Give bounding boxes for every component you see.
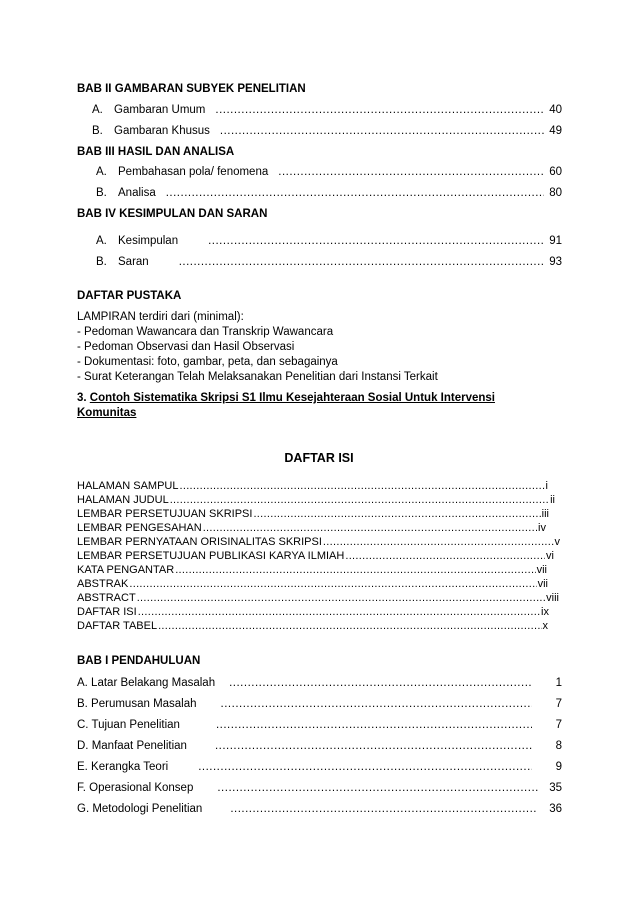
bab2-title: BAB II GAMBARAN SUBYEK PENELITIAN (77, 83, 306, 95)
toc-entry (92, 104, 562, 116)
toc-front-label: HALAMAN JUDUL (77, 494, 169, 506)
toc-entry-page: 80 (549, 187, 562, 199)
daftar-pustaka-heading: DAFTAR PUSTAKA (77, 290, 182, 302)
toc-front-label: LEMBAR PENGESAHAN (77, 522, 202, 534)
leader-dots (175, 564, 535, 576)
toc-front-entry (77, 494, 555, 506)
leader-dots (345, 550, 545, 562)
toc-front-label: LEMBAR PERSETUJUAN PUBLIKASI KARYA ILMIAH (77, 550, 345, 562)
toc-entry-page: 8 (555, 740, 562, 752)
toc-front-page: viii (546, 592, 559, 604)
leader-dots (179, 480, 544, 492)
bab3-title: BAB III HASIL DAN ANALISA (77, 146, 235, 158)
leader-dots (220, 125, 544, 137)
leader-dots (230, 803, 538, 815)
leader-dots (323, 536, 554, 548)
leader-dots (129, 578, 536, 590)
toc-entry-label: Analisa (118, 187, 156, 199)
toc-entry-letter: A. (92, 104, 103, 116)
daftar-isi-heading: DAFTAR ISI (284, 451, 354, 465)
toc-front-page: v (554, 536, 560, 548)
lampiran-item: - Pedoman Wawancara dan Transkrip Wawancara (77, 326, 334, 338)
toc-entry-letter: B. (96, 256, 107, 268)
toc-front-label: LEMBAR PERSETUJUAN SKRIPSI (77, 508, 253, 520)
toc-front-entry (77, 508, 549, 520)
toc-entry-page: 91 (549, 235, 562, 247)
toc-front-entry (77, 550, 554, 562)
leader-dots (215, 740, 532, 752)
toc-front-page: ii (550, 494, 555, 506)
toc-front-label: DAFTAR TABEL (77, 620, 158, 632)
toc-front-entry (77, 522, 546, 534)
toc-entry (77, 719, 562, 731)
toc-entry-page: 36 (549, 803, 562, 815)
lampiran-item: - Pedoman Observasi dan Hasil Observasi (77, 341, 295, 353)
toc-entry-page: 1 (555, 677, 562, 689)
lampiran-item: - Surat Keterangan Telah Melaksanakan Penelitian dari Instansi Terkait (77, 371, 438, 383)
toc-entry (96, 166, 562, 178)
toc-front-page: vi (546, 550, 554, 562)
toc-entry-label: A. Latar Belakang Masalah (77, 677, 216, 689)
bab4-title: BAB IV KESIMPULAN DAN SARAN (77, 208, 268, 220)
leader-dots (229, 677, 532, 689)
toc-entry-label: G. Metodologi Penelitian (77, 803, 203, 815)
toc-entry-label: C. Tujuan Penelitian (77, 719, 180, 731)
toc-entry-label: B. Perumusan Masalah (77, 698, 197, 710)
leader-dots (221, 698, 532, 710)
leader-dots (170, 494, 549, 506)
toc-front-page: iv (538, 522, 546, 534)
leader-dots (215, 104, 544, 116)
leader-dots (203, 522, 537, 534)
toc-front-entry (77, 536, 560, 548)
toc-front-label: KATA PENGANTAR (77, 564, 175, 576)
toc-front-page: ix (541, 606, 549, 618)
toc-front-page: x (542, 620, 548, 632)
toc-front-page: vii (536, 564, 547, 576)
toc-front-entry (77, 578, 548, 590)
toc-front-entry (77, 620, 548, 632)
leader-dots (198, 761, 532, 773)
toc-front-entry (77, 592, 559, 604)
toc-entry-label: Gambaran Umum (114, 104, 206, 116)
toc-entry-letter: A. (96, 166, 107, 178)
leader-dots (166, 187, 544, 199)
toc-entry-page: 93 (549, 256, 562, 268)
toc-front-label: DAFTAR ISI (77, 606, 137, 618)
toc-entry-page: 7 (555, 698, 562, 710)
lampiran-intro: LAMPIRAN terdiri dari (minimal): (77, 311, 244, 323)
toc-front-label: ABSTRAK (77, 578, 129, 590)
toc-front-page: i (545, 480, 548, 492)
toc-entry-letter: B. (96, 187, 107, 199)
toc-front-label: ABSTRACT (77, 592, 136, 604)
toc-front-entry (77, 480, 548, 492)
toc-entry-label: E. Kerangka Teori (77, 761, 169, 773)
toc-front-entry (77, 564, 547, 576)
toc-entry (77, 677, 562, 689)
toc-entry (92, 125, 562, 137)
section3-title-line2: Komunitas (77, 407, 137, 419)
toc-entry-page: 60 (549, 166, 562, 178)
toc-entry (77, 803, 562, 815)
leader-dots (216, 719, 532, 731)
toc-front-page: iii (541, 508, 549, 520)
toc-entry-page: 40 (549, 104, 562, 116)
leader-dots (217, 782, 538, 794)
leader-dots (137, 592, 545, 604)
toc-entry-label: D. Manfaat Penelitian (77, 740, 187, 752)
toc-entry (77, 782, 562, 794)
leader-dots (138, 606, 540, 618)
toc-entry (77, 761, 562, 773)
toc-entry-label: Pembahasan pola/ fenomena (118, 166, 269, 178)
toc-entry-letter: B. (92, 125, 103, 137)
toc-entry-page: 35 (549, 782, 562, 794)
section3-title-line1: Contoh Sistematika Skripsi S1 Ilmu Kesejahteraan Sosial Untuk Intervensi (89, 392, 495, 404)
toc-entry (77, 740, 562, 752)
toc-front-entry (77, 606, 549, 618)
toc-entry-page: 7 (555, 719, 562, 731)
leader-dots (278, 166, 544, 178)
toc-entry-page: 9 (555, 761, 562, 773)
bab1-title: BAB I PENDAHULUAN (77, 655, 201, 667)
toc-front-page: vii (537, 578, 548, 590)
leader-dots (208, 235, 544, 247)
toc-entry (96, 235, 562, 247)
toc-entry-page: 49 (549, 125, 562, 137)
toc-front-label: HALAMAN SAMPUL (77, 480, 179, 492)
leader-dots (253, 508, 540, 520)
toc-entry-label: Kesimpulan (118, 235, 179, 247)
toc-entry-label: Saran (118, 256, 149, 268)
leader-dots (158, 620, 541, 632)
section3-heading (77, 392, 495, 404)
toc-entry-letter: A. (96, 235, 107, 247)
toc-front-label: LEMBAR PERNYATAAN ORISINALITAS SKRIPSI (77, 536, 322, 548)
leader-dots (179, 256, 544, 268)
lampiran-item: - Dokumentasi: foto, gambar, peta, dan sebagainya (77, 356, 338, 368)
toc-entry (96, 187, 562, 199)
toc-entry-label: Gambaran Khusus (114, 125, 210, 137)
section3-number: 3. (77, 392, 87, 404)
toc-entry-label: F. Operasional Konsep (77, 782, 194, 794)
toc-entry (96, 256, 562, 268)
toc-entry (77, 698, 562, 710)
